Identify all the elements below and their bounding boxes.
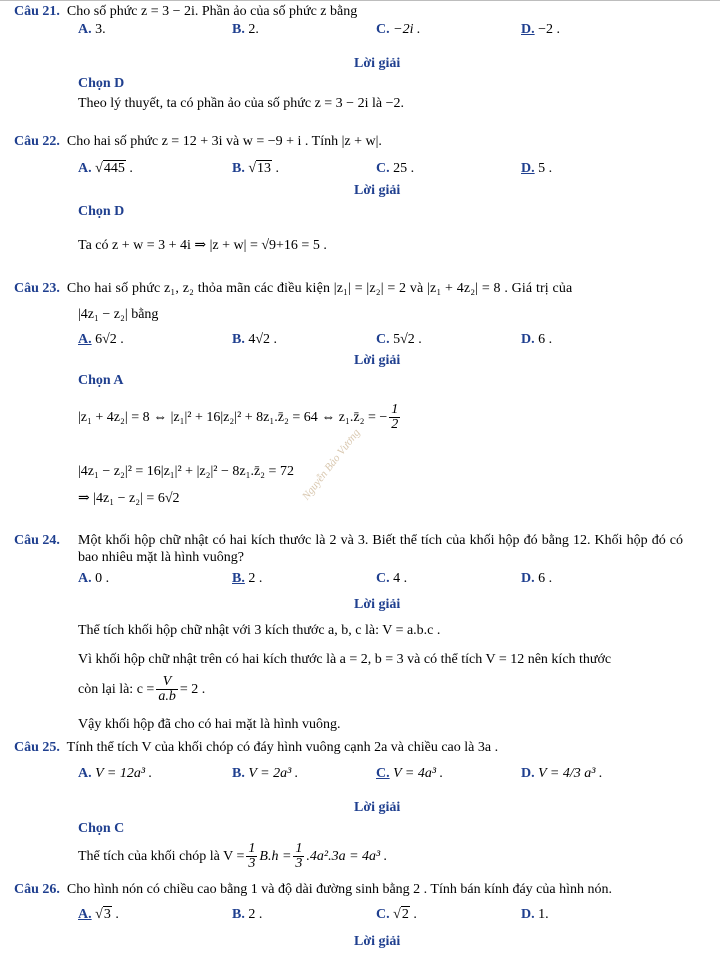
equation-line-3: ⇒ |4z₁ − z₂| = 6√2	[78, 491, 180, 506]
option-letter: C.	[376, 766, 390, 781]
option-letter: D.	[521, 332, 535, 347]
q21-line	[14, 3, 357, 20]
question-stem: Cho hai số phức z₁, z₂ thỏa mãn các điều kiện |z₁| = |z₂| = 2 và |z₁ + 4z₂| = 8 . Giá trị của	[66, 281, 573, 296]
q26-option-c[interactable]: C. √2 .	[376, 907, 417, 922]
explanation-2: Vì khối hộp chữ nhật trên có hai kích thước là a = 2, b = 3 và có thể tích V = 12 nên kích thước	[78, 652, 612, 667]
explanation-text: Thể tích của khối chóp là V =	[78, 849, 245, 864]
option-text: V = 2a³ .	[248, 766, 299, 781]
option-letter: B.	[232, 332, 245, 347]
option-text: 0 .	[95, 571, 110, 586]
option-text: 4 .	[393, 571, 408, 586]
chosen-answer: Chọn C	[78, 821, 125, 836]
q26-option-a[interactable]: A. √3 .	[78, 907, 119, 922]
option-text: V = 4a³ .	[393, 766, 444, 781]
explanation: Theo lý thuyết, ta có phần ảo của số phức z = 3 − 2i là −2.	[78, 96, 404, 111]
q24-option-d[interactable]	[521, 570, 552, 587]
q23-option-c[interactable]	[376, 331, 422, 348]
q21-option-d[interactable]	[521, 21, 560, 38]
question-number: Câu 24.	[14, 533, 60, 548]
q22-line	[14, 133, 382, 150]
chosen-answer: Chọn D	[78, 76, 125, 91]
explanation-text: B.h =	[259, 849, 292, 864]
option-letter: D.	[521, 161, 535, 176]
question-stem: Cho hai số phức z = 12 + 3i và w = −9 + i . Tính |z + w|.	[66, 134, 382, 149]
fraction: $\frac{1}{3}$	[295, 841, 303, 872]
option-text: 2 .	[248, 571, 263, 586]
explanation-3	[78, 675, 205, 705]
q22-option-d[interactable]	[521, 160, 552, 177]
equation-text: |z₁ + 4z₂| = 8 ⇔ |z₁|² + 16|z₂|² + 8z₁.z̄₂ = 64 ⇔ z₁.z̄₂ = −	[78, 410, 388, 425]
option-letter: C.	[376, 907, 390, 922]
question-number: Câu 23.	[14, 281, 60, 296]
option-letter: B.	[232, 571, 245, 586]
sqrt-expression: √2	[393, 907, 409, 922]
option-text: −2i .	[393, 22, 421, 37]
question-stem: Tính thể tích V của khối chóp có đáy hình vuông cạnh 2a và chiều cao là 3a .	[66, 740, 499, 755]
option-text: 1.	[538, 907, 549, 922]
q23-line	[14, 280, 684, 297]
q23-option-b[interactable]	[232, 331, 277, 348]
q23-option-a[interactable]	[78, 331, 124, 348]
q21-option-b[interactable]	[232, 21, 259, 38]
option-text: 3.	[95, 22, 106, 37]
q25-option-d[interactable]	[521, 765, 602, 782]
fraction: $\frac{1}{2}$	[391, 402, 399, 433]
q25-option-c[interactable]	[376, 765, 443, 782]
question-stem: Một khối hộp chữ nhật có hai kích thước là 2 và 3. Biết thể tích của khối hộp đó bằng 12. Khối hộp đó có bao nhiêu mặt là hình vuông?	[78, 533, 683, 565]
question-stem-cont: |4z₁ − z₂| bằng	[78, 307, 159, 322]
q25-option-a[interactable]	[78, 765, 152, 782]
question-number: Câu 25.	[14, 740, 60, 755]
explanation: Ta có z + w = 3 + 4i ⇒ |z + w| = √9+16 = 5 .	[78, 238, 327, 253]
option-letter: B.	[232, 22, 245, 37]
solution-title: Lời giải	[354, 353, 401, 368]
option-letter: B.	[232, 161, 245, 176]
question-stem: Cho hình nón có chiều cao bằng 1 và độ dài đường sinh bằng 2 . Tính bán kính đáy của hình nón.	[66, 882, 612, 897]
option-letter: C.	[376, 22, 390, 37]
option-text: 4√2 .	[248, 332, 278, 347]
option-letter: D.	[521, 22, 535, 37]
question-number: Câu 21.	[14, 4, 60, 19]
sqrt-expression: √13	[248, 161, 272, 176]
fraction: $\frac{V}{a.b}$	[158, 674, 176, 705]
option-text: V = 4/3 a³ .	[538, 766, 603, 781]
q25-option-b[interactable]	[232, 765, 298, 782]
chosen-answer: Chọn A	[78, 373, 124, 388]
question-stem: Cho số phức z = 3 − 2i. Phần ảo của số phức z bằng	[66, 4, 358, 19]
option-letter: D.	[521, 766, 535, 781]
explanation-text: = 2 .	[179, 682, 206, 697]
question-number: Câu 22.	[14, 134, 60, 149]
option-letter: C.	[376, 571, 390, 586]
option-text: 5√2 .	[393, 332, 422, 347]
q24-option-b[interactable]	[232, 570, 262, 587]
sqrt-expression: √3	[95, 907, 111, 922]
watermark: Nguyễn Bảo Vương	[300, 426, 363, 503]
option-letter: A.	[78, 161, 92, 176]
explanation-1: Thể tích khối hộp chữ nhật với 3 kích thước a, b, c là: V = a.b.c .	[78, 623, 441, 638]
chosen-answer: Chọn D	[78, 204, 125, 219]
option-letter: A.	[78, 332, 92, 347]
top-rule	[0, 0, 720, 1]
option-letter: B.	[232, 907, 245, 922]
solution-title: Lời giải	[354, 183, 401, 198]
q24-option-a[interactable]	[78, 570, 109, 587]
q24-option-c[interactable]	[376, 570, 407, 587]
sqrt-expression: √445	[95, 161, 125, 176]
option-letter: C.	[376, 161, 390, 176]
option-text: 6 .	[538, 332, 553, 347]
q22-option-b[interactable]: B. √13 .	[232, 161, 280, 176]
q21-option-a[interactable]	[78, 21, 106, 38]
solution-title: Lời giải	[354, 800, 401, 815]
q26-option-b[interactable]	[232, 906, 262, 923]
option-text: 6 .	[538, 571, 553, 586]
option-text: 2 .	[248, 907, 263, 922]
option-text: −2 .	[538, 22, 561, 37]
q24-number-holder	[14, 532, 60, 549]
option-text: 2.	[248, 22, 259, 37]
q21-option-c[interactable]	[376, 21, 420, 38]
q26-line	[14, 881, 612, 898]
q25-line	[14, 739, 498, 756]
option-letter: A.	[78, 571, 92, 586]
q23-option-d[interactable]	[521, 331, 552, 348]
q22-option-c[interactable]	[376, 160, 414, 177]
option-letter: D.	[521, 907, 535, 922]
option-letter: A.	[78, 766, 92, 781]
option-letter: D.	[521, 571, 535, 586]
solution-title: Lời giải	[354, 597, 401, 612]
explanation-text: .4a².3a = 4a³ .	[306, 849, 388, 864]
option-letter: B.	[232, 766, 245, 781]
option-text: 6√2 .	[95, 332, 124, 347]
explanation-4: Vậy khối hộp đã cho có hai mặt là hình vuông.	[78, 717, 341, 732]
q26-option-d[interactable]	[521, 906, 549, 923]
explanation	[78, 842, 387, 872]
q22-option-a[interactable]: A. √445 .	[78, 161, 133, 176]
option-text: V = 12a³ .	[95, 766, 153, 781]
option-letter: C.	[376, 332, 390, 347]
fraction: $\frac{1}{3}$	[248, 841, 256, 872]
solution-title: Lời giải	[354, 934, 401, 949]
option-text: 25 .	[393, 161, 415, 176]
solution-title: Lời giải	[354, 56, 401, 71]
equation-line-2: |4z₁ − z₂|² = 16|z₁|² + |z₂|² − 8z₁.z̄₂ = 72	[78, 464, 294, 479]
option-letter: A.	[78, 907, 92, 922]
option-text: 5 .	[538, 161, 553, 176]
option-letter: A.	[78, 22, 92, 37]
question-number: Câu 26.	[14, 882, 60, 897]
explanation-text: còn lại là: c =	[78, 682, 155, 697]
